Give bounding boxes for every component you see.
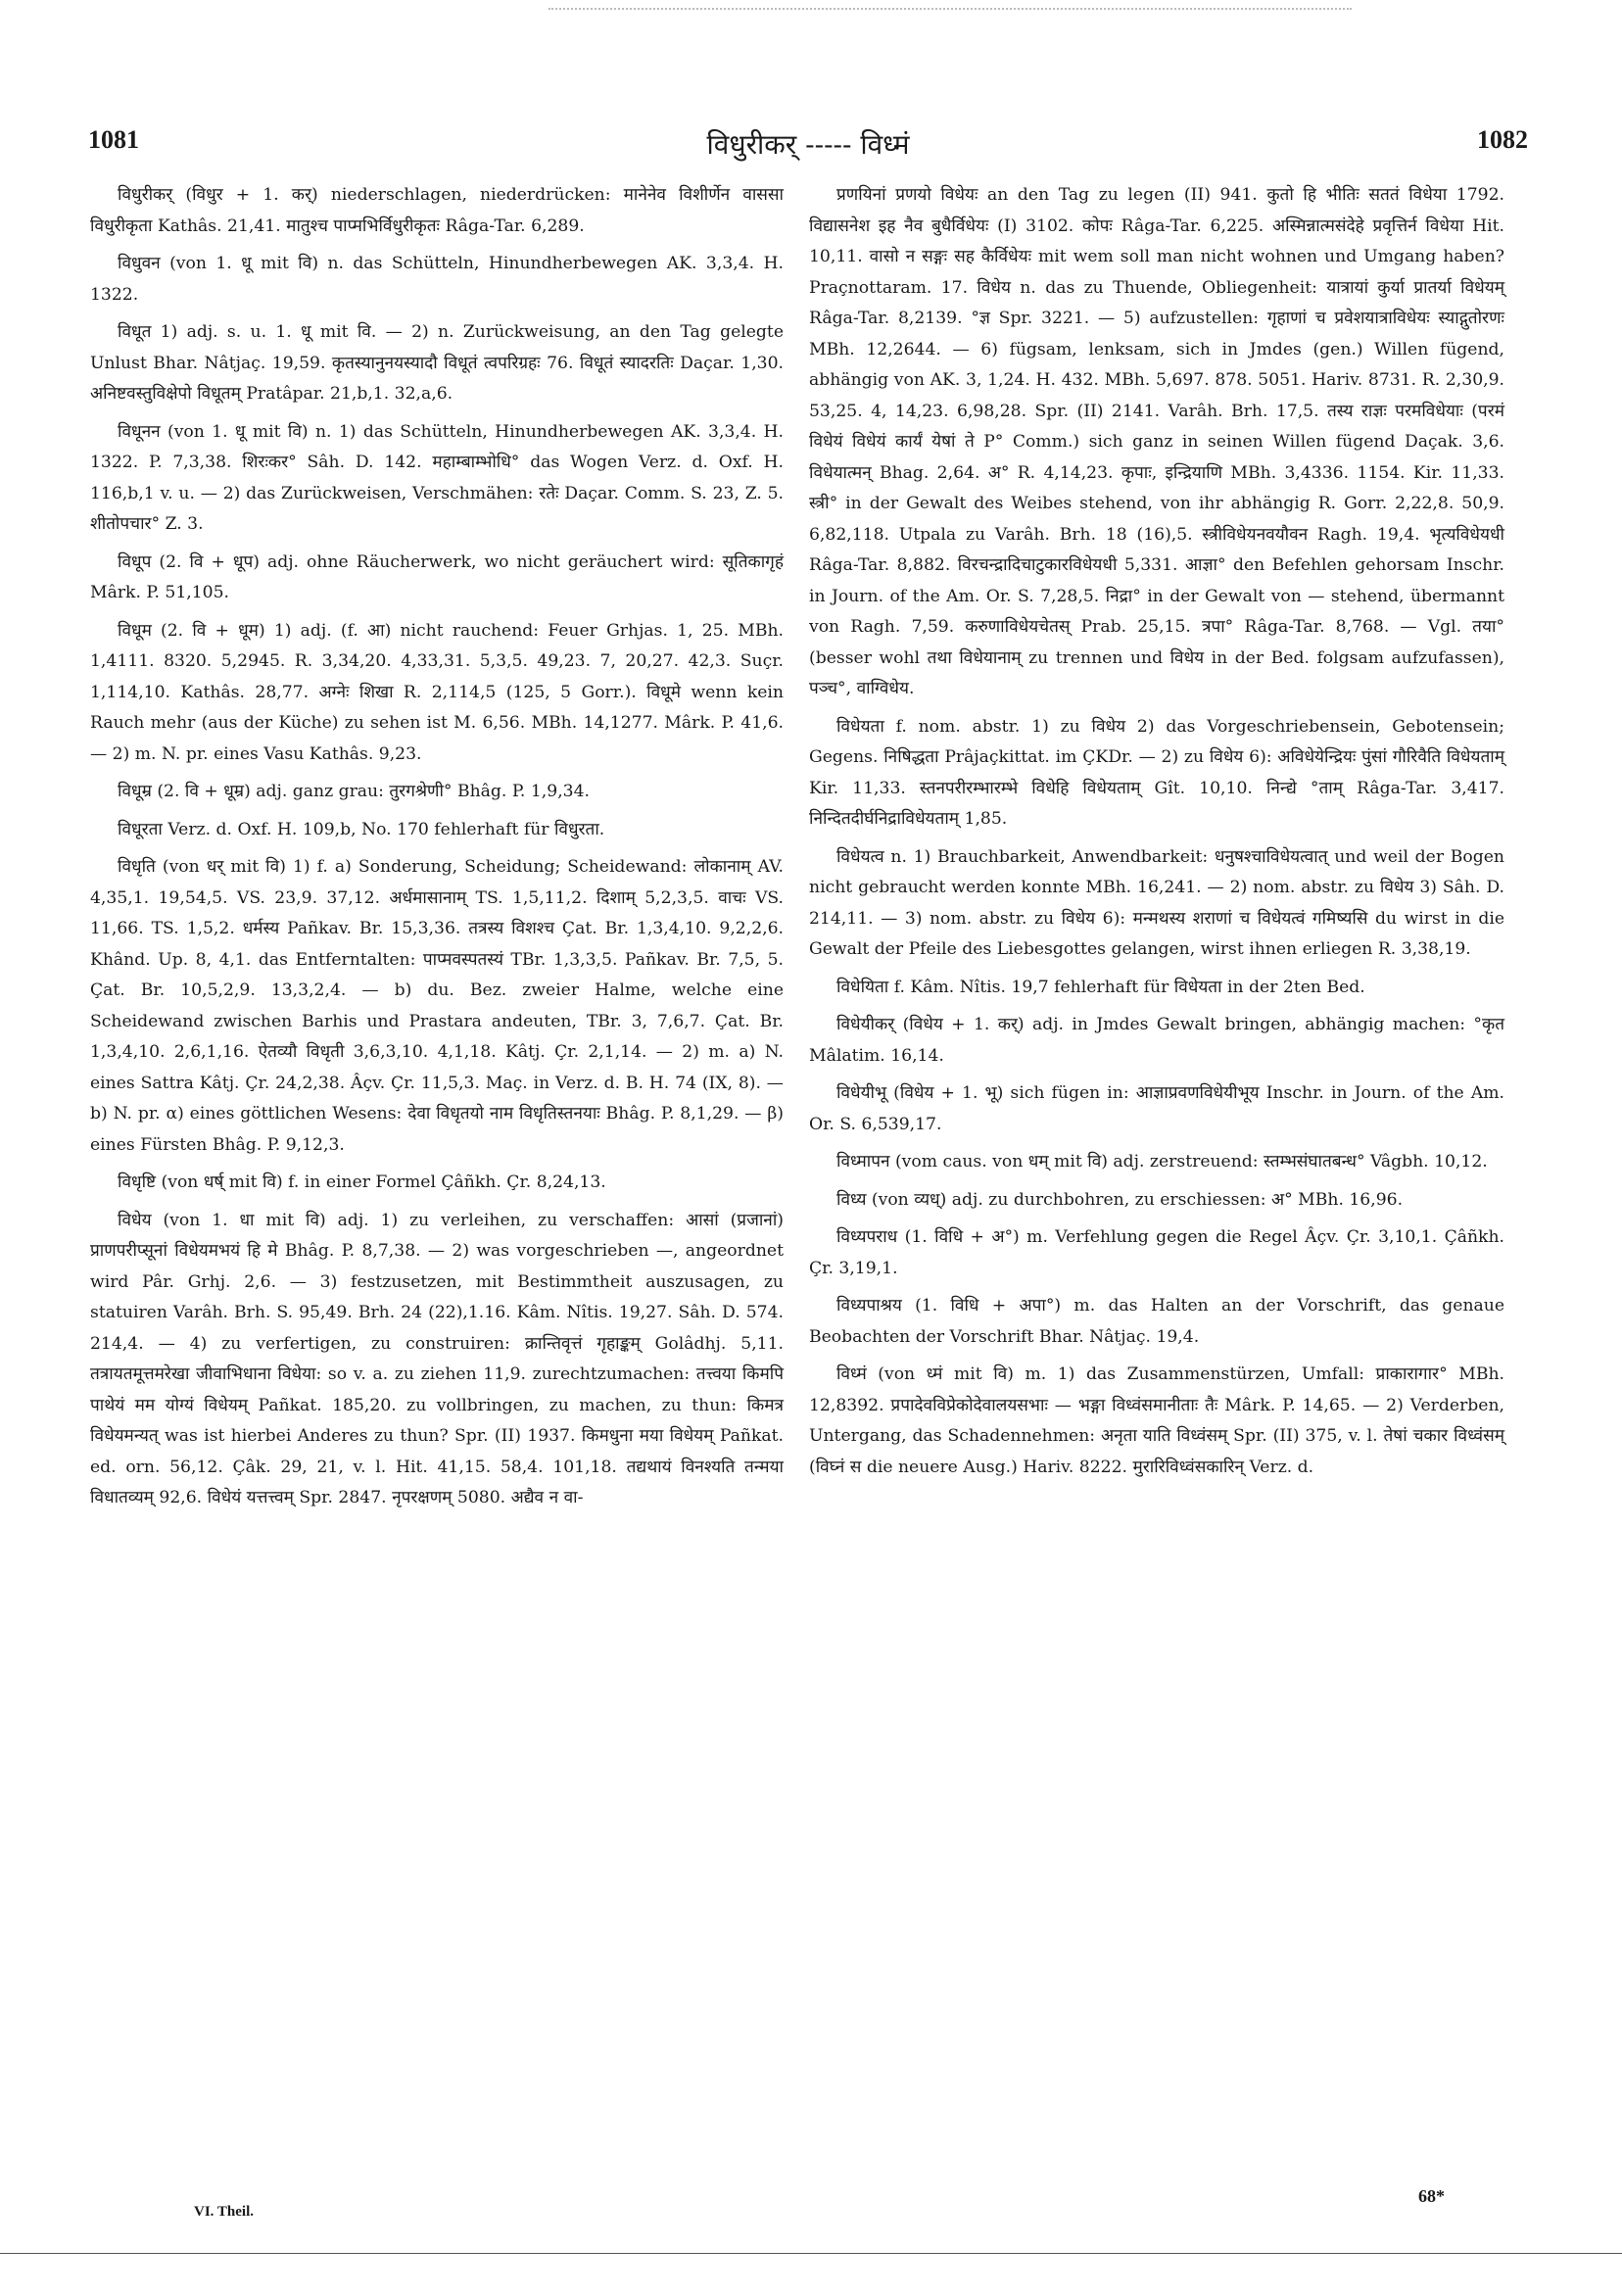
right-column (809, 180, 1504, 1490)
dictionary-entry: प्रणयिनां प्रणयो विधेयः an den Tag zu legen (II) 941. कुतो हि भीतिः सततं विधेया 1792. विद्यासनेश इह नैव बुधैर्विधेयः (I) 3102. कोपः Râga-Tar. 6,225. अस्मिन्नात्मसंदेहे प्रवृत्तिर्न विधेया Hit. 10,11. वासो न सङ्गः सह कैर्विधेयः mit wem soll man nicht wohnen und Umgang haben? Praçnottaram. 17. विधेय n. das zu Thuende, Obliegenheit: यात्रायां कुर्या प्रातर्या विधेयम् Râga-Tar. 8,2139. °ज्ञ Spr. 3221. — 5) aufzustellen: गृहाणां च प्रवेशयात्राविधेयः स्याद्गुतोरणः MBh. 12,2644. — 6) fügsam, lenksam, sich in Jmdes (gen.) Willen fügend, abhängig von AK. 3, 1,24. H. 432. MBh. 5,697. 878. 5051. Hariv. 8731. R. 2,30,9. 53,25. 4, 14,23. 6,98,28. Spr. (II) 2141. Varâh. Brh. 17,5. तस्य राज्ञः परमविधेयाः (परमं विधेयं विधेयं कार्यं येषां ते P° Comm.) sich ganz in seinen Willen fügend Daçak. 3,6. विधेयात्मन् Bhag. 2,64. अ° R. 4,14,23. कृपाः, इन्द्रियाणि MBh. 3,4336. 1154. Kir. 11,33. स्त्री° in der Gewalt des Weibes stehend, von ihr abhängig R. Gorr. 2,22,8. 50,9. 6,82,118. Utpala zu Varâh. Brh. 18 (16),5. स्त्रीविधेयनवयौवन Ragh. 19,4. भृत्यविधेयधी Râga-Tar. 8,882. विरचन्द्रादिचाटुकारविधेयधी 5,331. आज्ञा° den Befehlen gehorsam Inschr. in Journ. of the Am. Or. S. 7,28,5. निद्रा° in der Gewalt von — stehend, übermannt von Ragh. 7,59. करुणाविधेयचेतस् Prab. 25,15. त्रपा° Râga-Tar. 8,768. — Vgl. तया° (besser wohl तथा विधेयानाम् zu trennen und विधेय in der Bed. folgsam aufzufassen), पञ्च°, वाग्विधेय. (809, 185, 1504, 698)
volume-signature: VI. Theil. (194, 2204, 254, 2220)
dictionary-entry: विधूप (2. वि + धूप) adj. ohne Räucherwerk, wo nicht geräuchert wird: सूतिकागृहं Mârk. P. 51,105. (90, 551, 784, 602)
dictionary-entry: विधेयिता f. Kâm. Nîtis. 19,7 fehlerhaft für विधेयता in der 2ten Bed. (836, 977, 1365, 997)
dictionary-entry: विधूनन (von 1. धू mit वि) n. 1) das Schütteln, Hinundherbewegen AK. 3,3,4. H. 1322. P. 7,3,38. शिरःकर° Sâh. D. 142. महाम्बाम्भोधि° das Wogen Verz. d. Oxf. H. 116,b,1 v. u. — 2) das Zurückweisen, Verschmähen: रतेः Daçar. Comm. S. 23, Z. 5. शीतोपचार° Z. 3. (90, 421, 784, 534)
dictionary-entry: विध्यपाश्रय (1. विधि + अपा°) m. das Halten an der Vorschrift, das genaue Beobachten der Vorschrift Bhar. Nâtjaç. 19,4. (809, 1296, 1504, 1347)
dictionary-entry: विध्यपराध (1. विधि + अ°) m. Verfehlung gegen die Regel Âçv. Çr. 3,10,1. Çâñkh. Çr. 3,19,1. (809, 1227, 1504, 1278)
dictionary-entry: विधेय (von 1. धा mit वि) adj. 1) zu verleihen, zu verschaffen: आसां (प्रजानां) प्राणपरीप्सूनां विधेयमभयं हि मे Bhâg. P. 8,7,38. — 2) was vorgeschrieben —, angeordnet wird Pâr. Grhj. 2,6. — 3) festzusetzen, mit Bestimmtheit auszusagen, zu statuiren Varâh. Brh. S. 95,49. Brh. 24 (22),1.16. Kâm. Nîtis. 19,27. Sâh. D. 574. 214,4. — 4) zu verfertigen, zu construiren: क्रान्तिवृत्तं गृहाङ्कम् Golâdhj. 5,11. तत्रायतमूत्तमरेखा जीवाभिधाना विधेया: so v. a. zu ziehen 11,9. zurechtzumachen: तत्त्वया किमपि पाथेयं मम योग्यं विधेयम् Pañkat. 185,20. zu vollbringen, zu machen, zu thun: किमत्र विधेयमन्यत् was ist hierbei Anderes zu thun? Spr. (II) 1937. किमधुना मया विधेयम् Pañkat. ed. orn. 56,12. Çâk. 29, 21, v. l. Hit. 41,15. 58,4. 101,18. तद्यथायं विनश्यति तन्मया विधातव्यम् 92,6. विधेयं यत्तत्त्वम् Spr. 2847. नृपरक्षणम् 5080. अद्यैव न वा- (90, 1210, 784, 1507)
page-header (88, 125, 1528, 165)
page-number-left: 1081 (88, 125, 139, 154)
dictionary-entry: विध्मं (von ध्मं mit वि) m. 1) das Zusammenstürzen, Umfall: प्राकारागार° MBh. 12,8392. प्रपादेवविप्रेकोदेवालयसभाः — भङ्गा विध्वंसमानीताः तैः Mârk. P. 14,65. — 2) Verderben, Untergang, das Schadennehmen: अनृता याति विध्वंसम् Spr. (II) 375, v. l. तेषां चकार विध्वंसम् (विघ्नं स die neuere Ausg.) Hariv. 8222. मुरारिविध्वंसकारिन् Verz. d. (809, 1364, 1504, 1477)
dictionary-entry: विधेयता f. nom. abstr. 1) zu विधेय 2) das Vorgeschriebensein, Gebotensein; Gegens. निषिद्धता Prâjaçkittat. im ÇKDr. — 2) zu विधेय 6): अविधेयेन्द्रियः पुंसां गौरिवैति विधेयताम् Kir. 11,33. स्तनपरीरम्भारम्भे विधेहि विधेयताम् Gît. 10,10. निन्द्ये °ताम् Râga-Tar. 3,417. निन्दितदीर्घनिद्राविधेयताम् 1,85. (809, 716, 1504, 829)
dictionary-entry: विधुवन (von 1. धू mit वि) n. das Schütteln, Hinundherbewegen AK. 3,3,4. H. 1322. (90, 254, 784, 305)
top-scan-edge (549, 8, 1352, 10)
dictionary-entry: विधृष्टि (von धर्ष् mit वि) f. in einer Formel Çâñkh. Çr. 8,24,13. (118, 1172, 606, 1192)
left-column (90, 180, 784, 1521)
dictionary-entry: विधूम (2. वि + धूम) 1) adj. (f. आ) nicht rauchend: Feuer Grhjas. 1, 25. MBh. 1,4111. 8320. 5,2945. R. 3,34,20. 4,33,31. 5,3,5. 49,23. 7, 20,27. 42,3. Suçr. 1,114,10. Kathâs. 28,77. अग्नेः शिखा R. 2,114,5 (125, 5 Gorr.). विधूमे wenn kein Rauch mehr (aus der Küche) zu sehen ist M. 6,56. MBh. 14,1277. Mârk. P. 41,6. — 2) m. N. pr. eines Vasu Kathâs. 9,23. (90, 620, 784, 764)
dictionary-entry: विधेयीभू (विधेय + 1. भू) sich fügen in: आज्ञाप्रवणविधेयीभूय Inschr. in Journ. of the Am. Or. S. 6,539,17. (809, 1083, 1504, 1134)
dictionary-entry: विध्मापन (vom caus. von धम् mit वि) adj. zerstreuend: स्तम्भसंघातबन्ध° Vâgbh. 10,12. (836, 1152, 1488, 1172)
dictionary-entry: विधूत 1) adj. s. u. 1. धू mit वि. — 2) n. Zurückweisung, an den Tag gelegte Unlust Bhar. Nâtjaç. 19,59. कृतस्यानुनयस्यादौ विधूतं त्वपरिग्रहः 76. विधूतं स्यादरतिः Daçar. 1,30. अनिष्टवस्तुविक्षेपो विधूतम् Pratâpar. 21,b,1. 32,a,6. (90, 322, 784, 404)
dictionary-entry: विधुरीकर् (विधुर + 1. कर्) niederschlagen, niederdrücken: मानेनेव विशीर्णेन वाससा विधुरीकृता Kathâs. 21,41. मातुश्च पाप्मभिर्विधुरीकृतः Râga-Tar. 6,289. (90, 185, 784, 236)
running-title: विधुरीकर् ----- विध्मं (706, 128, 910, 161)
dictionary-entry: विधूम्र (2. वि + धूम्र) adj. ganz grau: तुरगश्रेणी° Bhâg. P. 1,9,34. (118, 782, 590, 801)
dictionary-entry: विधेयीकर् (विधेय + 1. कर्) adj. in Jmdes Gewalt bringen, abhängig machen: °कृत Mâlatim. 16,14. (809, 1015, 1504, 1066)
dictionary-entry: विधेयत्व n. 1) Brauchbarkeit, Anwendbarkeit: धनुषश्चाविधेयत्वात् und weil der Bogen nicht gebraucht werden konnte MBh. 16,241. — 2) nom. abstr. zu विधेय 3) Sâh. D. 214,11. — 3) nom. abstr. zu विधेय 6): मन्मथस्य शराणां च विधेयत्वं गमिष्यसि du wirst in die Gewalt der Pfeile des Liebesgottes gelangen, wirst ihnen erliegen R. 3,38,19. (809, 846, 1504, 959)
dictionary-entry: विधूरता Verz. d. Oxf. H. 109,b, No. 170 fehlerhaft für विधुरता. (118, 819, 605, 839)
bottom-rule (0, 2253, 1622, 2254)
dictionary-entry: विधृति (von धर् mit वि) 1) f. a) Sonderung, Scheidung; Scheidewand: लोकानाम् AV. 4,35,1. 19,54,5. VS. 23,9. 37,12. अर्धमासानाम् TS. 1,5,11,2. दिशाम् 5,2,3,5. वाचः VS. 11,66. TS. 1,5,2. धर्मस्य Pañkav. Br. 15,3,36. तत्रस्य विशश्च Çat. Br. 1,3,4,10. 9,2,2,6. Khând. Up. 8, 4,1. das Entferntalten: पाप्मवस्पतस्यं TBr. 1,3,3,5. Pañkav. Br. 7,5, 5. Çat. Br. 10,5,2,9. 13,3,2,4. — b) du. Bez. zweier Halme, welche eine Scheidewand zwischen Barhis und Prastara andeuten, TBr. 3, 7,6,7. Çat. Br. 1,3,4,10. 2,6,1,16. ऐतव्यौ विधृती 3,6,3,10. 4,1,18. Kâtj. Çr. 2,1,14. — 2) m. a) N. eines Sattra Kâtj. Çr. 24,2,38. Âçv. Çr. 11,5,3. Maç. in Verz. d. B. H. 74 (IX, 8). — b) N. pr. α) eines göttlichen Wesens: देवा विधृतयो नाम विधृतिस्तनयाः Bhâg. P. 8,1,29. — β) eines Fürsten Bhâg. P. 9,12,3. (90, 857, 784, 1155)
dictionary-entry: विध्य (von व्यध्) adj. zu durchbohren, zu erschiessen: अ° MBh. 16,96. (836, 1189, 1404, 1210)
page-number-right: 1082 (1477, 125, 1528, 154)
sheet-signature: 68* (1418, 2186, 1445, 2206)
